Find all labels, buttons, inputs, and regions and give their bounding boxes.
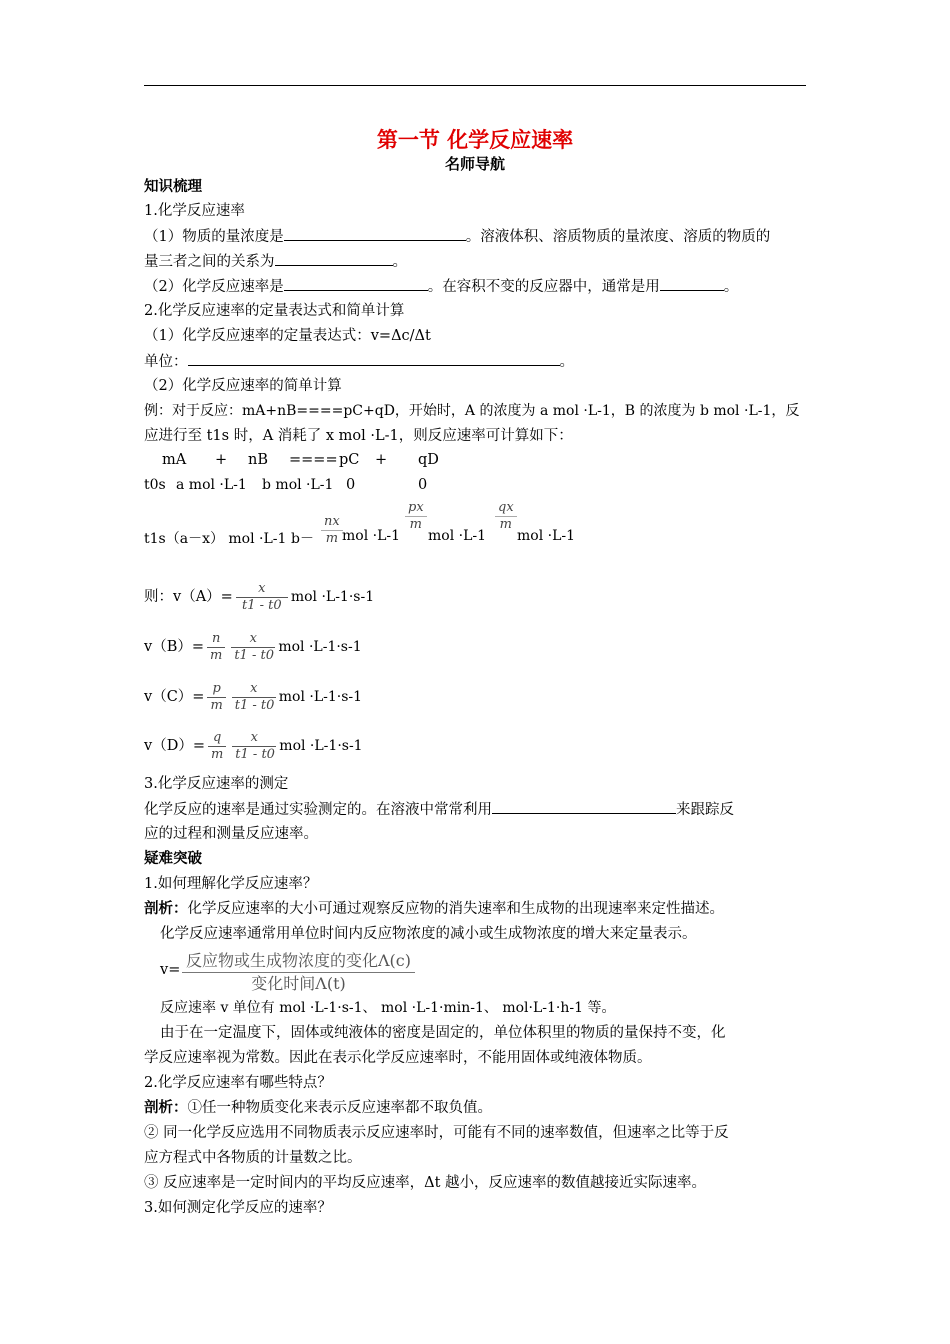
- t1-unit-d: mol ·L-1: [517, 528, 576, 544]
- page-title: 第一节 化学反应速率: [376, 128, 574, 152]
- t0-c: 0: [346, 477, 356, 493]
- eq-plus-1: +: [215, 452, 228, 468]
- t0-d: 0: [418, 477, 428, 493]
- question-1: 1.如何理解化学反应速率？: [144, 876, 318, 892]
- frac-px: $\frac{px}{m}$: [402, 500, 430, 533]
- line-5: 2.化学反应速率的定量表达式和简单计算: [144, 303, 405, 319]
- rate-vD: v（D）= $\frac{q}{m}$ $\frac{x}{t1 - t0}$ mol ·L-1·s-1: [144, 729, 363, 762]
- t1-b: b－: [291, 531, 314, 547]
- answer-2c: 应方程式中各物质的计量数之比。: [144, 1150, 362, 1166]
- header-rule: [144, 85, 806, 86]
- rate-vB: v（B）= $\frac{n}{m}$ $\frac{x}{t1 - t0}$ mol ·L-1·s-1: [144, 630, 362, 663]
- answer-1b: 化学反应速率通常用单位时间内反应物浓度的减小或生成物浓度的增大来定量表示。: [160, 926, 697, 942]
- section-heading-knowledge: 知识梳理: [144, 179, 202, 195]
- eq-nB: nB: [248, 452, 268, 468]
- page-subtitle: 名师导航: [444, 155, 505, 173]
- rate-definition-fraction: 反应物或生成物浓度的变化Λ(c) 变化时间Λ(t): [182, 950, 415, 995]
- line-10: 应进行至 t1s 时，A 消耗了 x mol ·L-1，则反应速率可计算如下：: [144, 428, 573, 444]
- eq-pC: pC: [339, 452, 360, 468]
- line-12: 化学反应的速率是通过实验测定的。在溶液中常常利用 来跟踪反: [144, 798, 806, 821]
- line-6: （1）化学反应速率的定量表达式：v=Δc/Δt: [144, 328, 431, 344]
- frac-qx: $\frac{qx}{m}$: [492, 500, 520, 533]
- line-4: （2）化学反应速率是 。在容积不变的反应器中，通常是用 。: [144, 275, 806, 298]
- answer-1: 剖析：化学反应速率的大小可通过观察反应物的消失速率和生成物的出现速率来定性描述。: [144, 901, 724, 917]
- rate-vA: 则：v（A）= $\frac{x}{t1 - t0}$ mol ·L-1·s-1: [144, 580, 375, 613]
- line-3: 量三者之间的关系为 。: [144, 250, 806, 273]
- answer-1e: 学反应速率视为常数。因此在表示化学反应速率时，不能用固体或纯液体物质。: [144, 1050, 652, 1066]
- answer-1d: 由于在一定温度下，固体或纯液体的密度是固定的，单位体积里的物质的量保持不变，化: [160, 1025, 726, 1041]
- section-heading-difficulty: 疑难突破: [144, 851, 202, 867]
- answer-2d: ③ 反应速率是一定时间内的平均反应速率，Δt 越小，反应速率的数值越接近实际速率。: [144, 1175, 707, 1191]
- t0-label: t0s: [144, 477, 166, 493]
- line-7: 单位： 。: [144, 350, 806, 373]
- frac-nx: $\frac{nx}{m}$: [318, 514, 346, 547]
- line-11: 3.化学反应速率的测定: [144, 776, 289, 792]
- question-3: 3.如何测定化学反应的速率？: [144, 1200, 332, 1216]
- t1-unit-b: mol ·L-1: [342, 528, 401, 544]
- answer-2: 剖析：①任一种物质变化来表示反应速率都不取负值。: [144, 1100, 492, 1116]
- eq-plus-2: +: [375, 452, 388, 468]
- line-13: 应的过程和测量反应速率。: [144, 826, 318, 842]
- line-2: （1）物质的量浓度是 。溶液体积、溶质物质的量浓度、溶质的物质的: [144, 225, 806, 248]
- eq-qD: qD: [418, 452, 439, 468]
- eq-arrow: ====: [289, 452, 338, 468]
- line-8: （2）化学反应速率的简单计算: [144, 378, 342, 394]
- eq-mA: mA: [162, 452, 187, 468]
- question-2: 2.化学反应速率有哪些特点？: [144, 1075, 332, 1091]
- answer-1c: 反应速率 v 单位有 mol ·L-1·s-1、 mol ·L-1·min-1、 mol·L-1·h-1 等。: [160, 1000, 616, 1016]
- t1-unit-c: mol ·L-1: [428, 528, 487, 544]
- answer-2b: ② 同一化学反应选用不同物质表示反应速率时，可能有不同的速率数值，但速率之比等于反: [144, 1125, 729, 1141]
- rate-vC: v（C）= $\frac{p}{m}$ $\frac{x}{t1 - t0}$ mol ·L-1·s-1: [144, 680, 363, 713]
- t0-a: a mol ·L-1: [176, 477, 247, 493]
- line-9: 例：对于反应：mA+nB====pC+qD，开始时，A 的浓度为 a mol ·L-1，B 的浓度为 b mol ·L-1，反: [144, 403, 800, 419]
- t0-b: b mol ·L-1: [262, 477, 334, 493]
- v-eq-label: v=: [160, 962, 181, 978]
- line-1: 1.化学反应速率: [144, 203, 245, 219]
- t1-label: t1s（a－x） mol ·L-1: [144, 531, 287, 547]
